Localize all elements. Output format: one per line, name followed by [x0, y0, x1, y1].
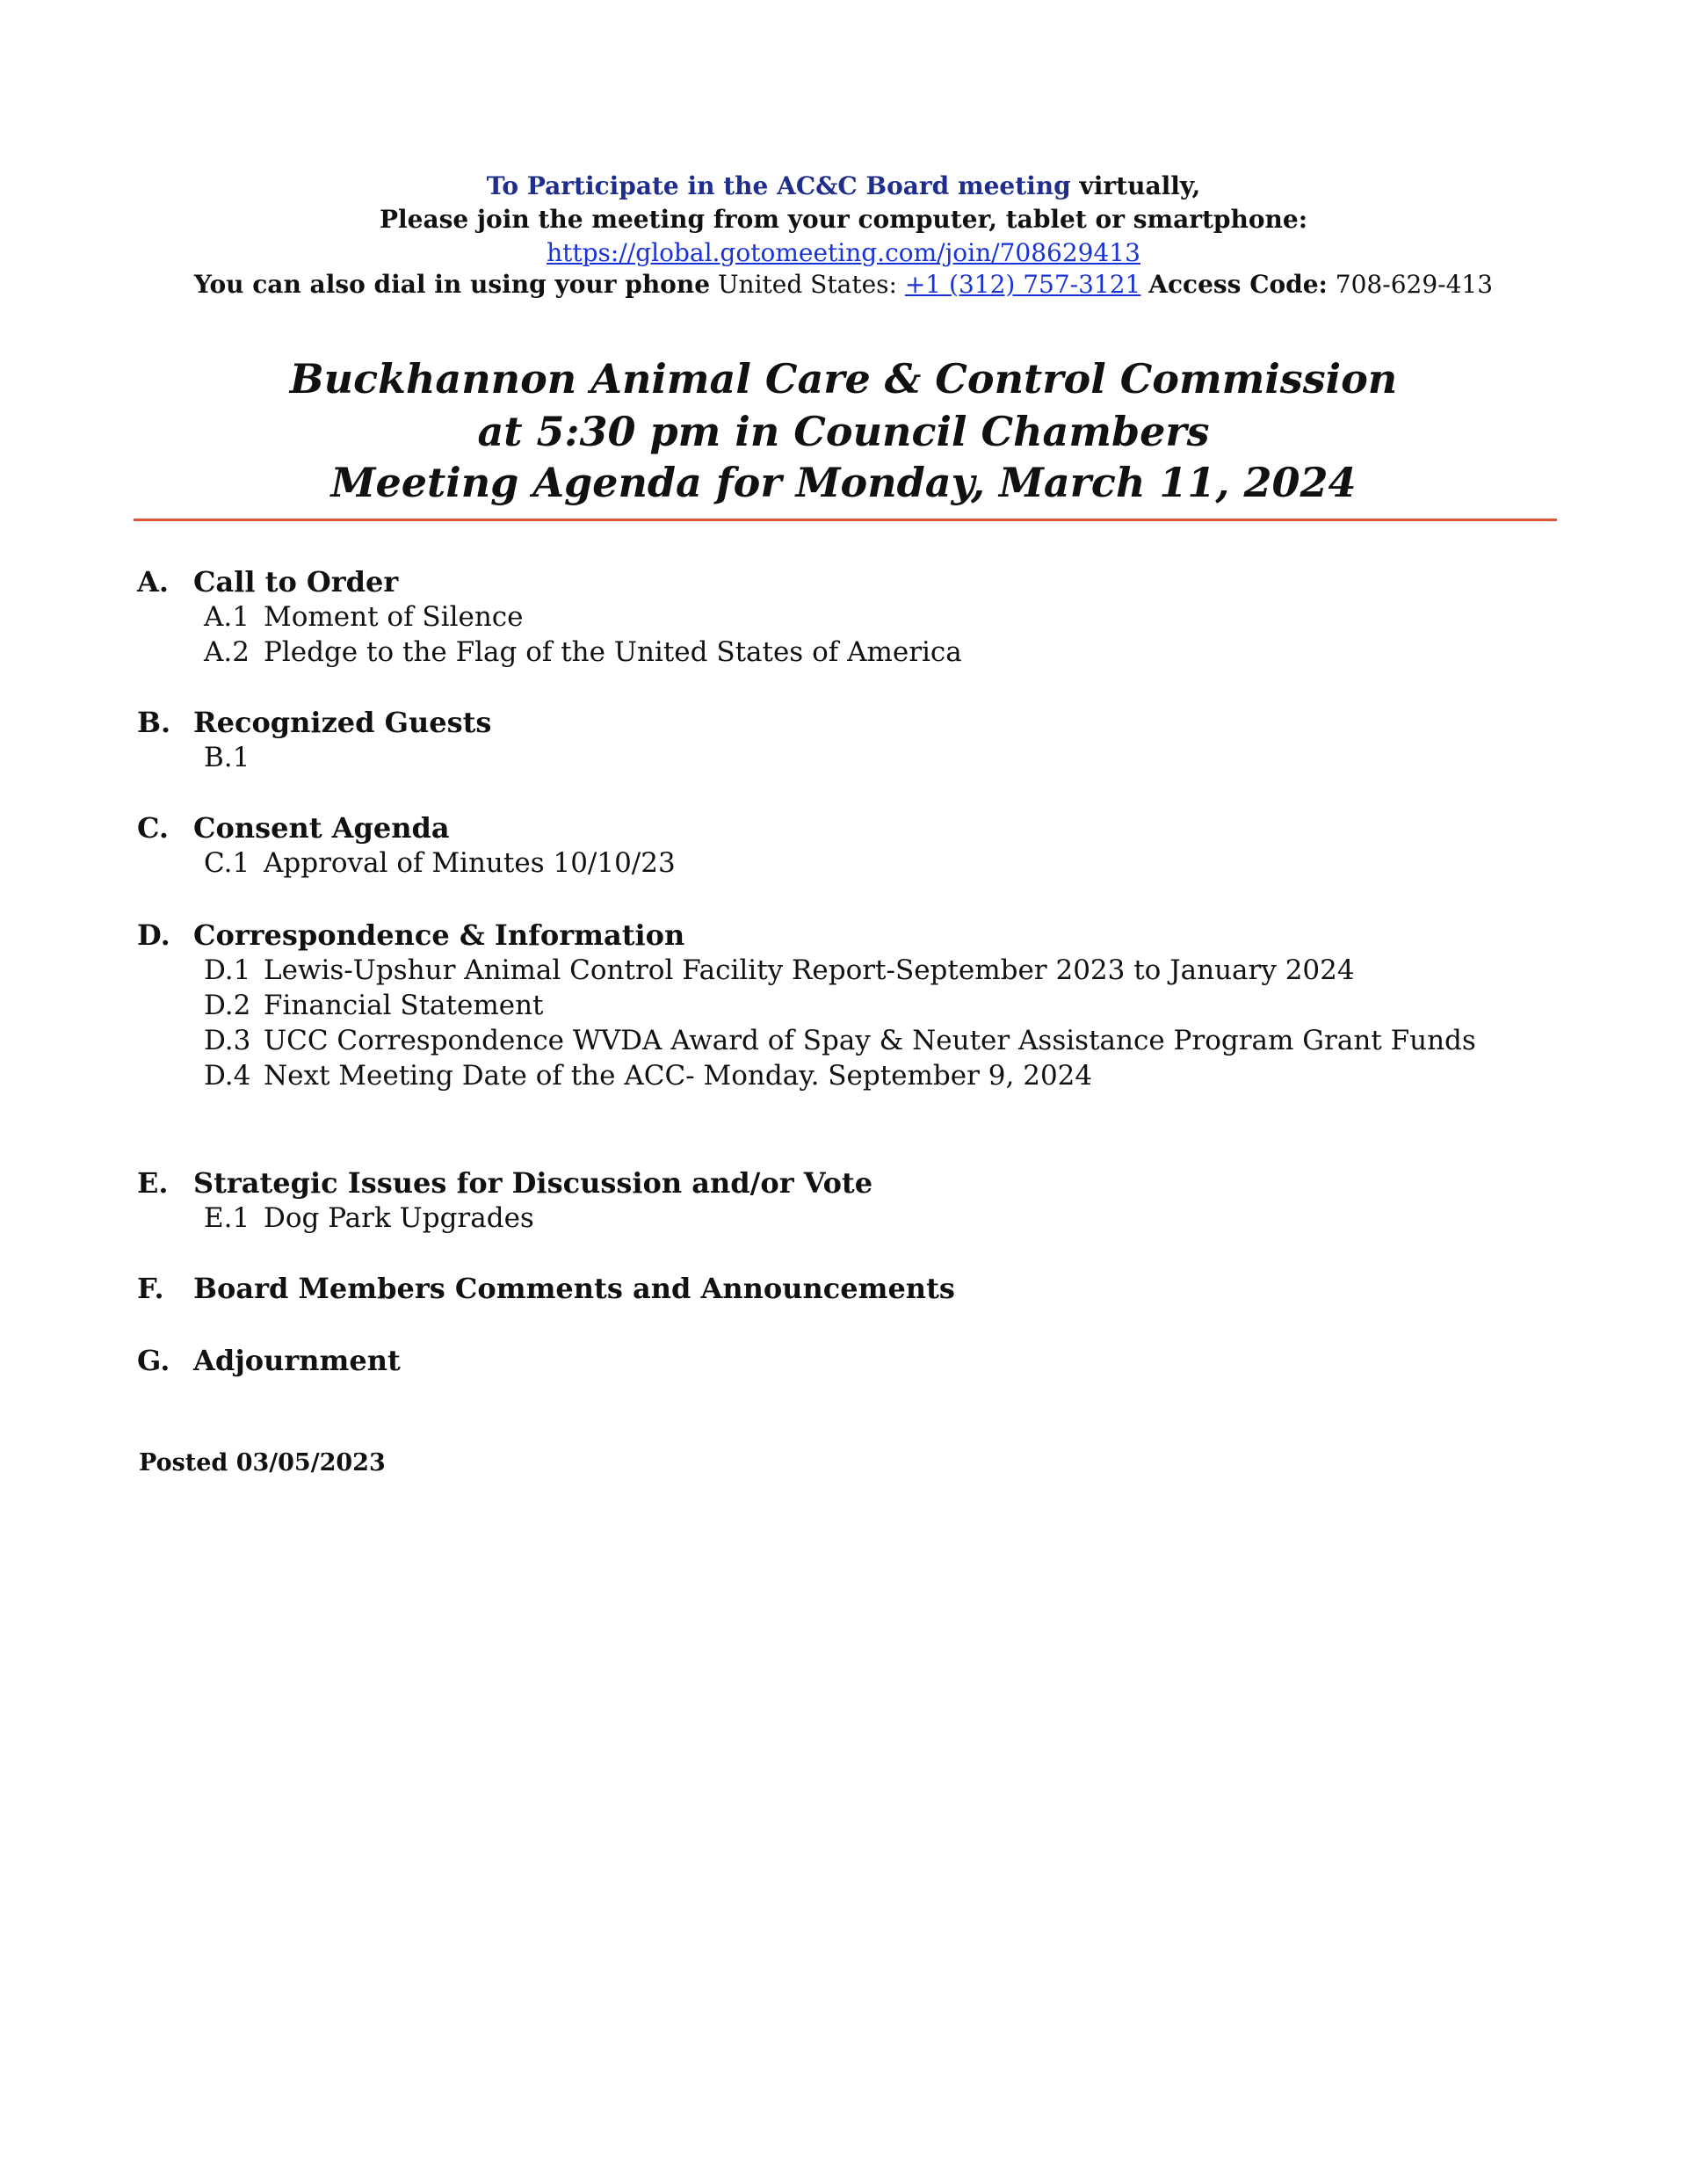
- section-c-heading: [137, 810, 450, 845]
- item-text: Next Meeting Date of the ACC- Monday. September 9, 2024: [264, 1060, 1093, 1092]
- agenda-item-b1: [204, 740, 264, 775]
- item-text: Dog Park Upgrades: [264, 1202, 534, 1234]
- dial-label: You can also dial in using your phone: [193, 270, 711, 299]
- item-number: D.3: [204, 1025, 251, 1056]
- title-line-2: at 5:30 pm in Council Chambers: [477, 408, 1210, 455]
- section-d-letter: D.: [137, 918, 170, 952]
- section-a-heading: [137, 564, 398, 599]
- section-c-letter: C.: [137, 811, 170, 845]
- item-number: D.4: [204, 1060, 251, 1092]
- item-text: Moment of Silence: [264, 601, 524, 633]
- agenda-item-d2: [204, 988, 544, 1023]
- section-e-title: Strategic Issues for Discussion and/or Vote: [193, 1166, 873, 1200]
- item-number: D.1: [204, 954, 251, 986]
- access-code-label: Access Code:: [1148, 270, 1328, 299]
- meeting-link[interactable]: https://global.gotomeeting.com/join/708629413: [547, 238, 1140, 267]
- item-number: D.2: [204, 990, 251, 1021]
- section-b-letter: B.: [137, 706, 171, 739]
- section-a-letter: A.: [137, 565, 169, 599]
- item-text: Approval of Minutes 10/10/23: [264, 847, 676, 879]
- join-instructions: Please join the meeting from your computer, tablet or smartphone:: [379, 205, 1308, 234]
- agenda-item-e1: [204, 1201, 534, 1236]
- dial-in-line: [0, 269, 1687, 301]
- item-text: Financial Statement: [264, 990, 544, 1021]
- title-divider: [134, 519, 1557, 521]
- section-e-letter: E.: [137, 1166, 169, 1200]
- section-c-title: Consent Agenda: [193, 811, 450, 845]
- dial-country: United States:: [717, 270, 897, 299]
- section-b-title: Recognized Guests: [193, 706, 492, 739]
- item-number: A.1: [204, 601, 250, 633]
- item-text: UCC Correspondence WVDA Award of Spay & Neuter Assistance Program Grant Funds: [264, 1025, 1476, 1056]
- participate-line: [0, 171, 1687, 202]
- item-number: C.1: [204, 847, 250, 879]
- section-d-heading: [137, 918, 684, 953]
- section-g-heading: [137, 1343, 401, 1378]
- agenda-item-d1: [204, 953, 1355, 988]
- agenda-item-c1: [204, 845, 676, 881]
- agenda-item-a2: [204, 635, 962, 670]
- section-f-letter: F.: [137, 1272, 164, 1305]
- item-text: Pledge to the Flag of the United States of America: [264, 636, 962, 668]
- title-line-1: Buckhannon Animal Care & Control Commission: [289, 355, 1398, 403]
- participate-rest: virtually,: [1079, 171, 1201, 200]
- section-f-title: Board Members Comments and Announcements: [193, 1272, 955, 1305]
- section-b-heading: [137, 705, 491, 740]
- item-number: B.1: [204, 742, 250, 773]
- section-f-heading: [137, 1271, 955, 1306]
- section-a-title: Call to Order: [193, 565, 399, 599]
- access-code: 708-629-413: [1335, 270, 1494, 299]
- agenda-item-d4: [204, 1058, 1092, 1093]
- section-g-title: Adjournment: [193, 1344, 401, 1377]
- agenda-item-d3: [204, 1023, 1476, 1058]
- section-e-heading: [137, 1165, 872, 1201]
- agenda-item-a1: [204, 599, 524, 635]
- section-g-letter: G.: [137, 1344, 170, 1377]
- title-line-3: Meeting Agenda for Monday, March 11, 2024: [330, 459, 1357, 506]
- join-url-line: [0, 237, 1687, 269]
- section-d-title: Correspondence & Information: [193, 918, 685, 952]
- item-text: Lewis-Upshur Animal Control Facility Report-September 2023 to January 2024: [264, 954, 1355, 986]
- participate-accent: To Participate in the AC&C Board meeting: [486, 171, 1071, 200]
- dial-number-link[interactable]: +1 (312) 757-3121: [904, 270, 1141, 299]
- item-number: E.1: [204, 1202, 250, 1234]
- posted-date: Posted 03/05/2023: [139, 1449, 386, 1477]
- item-number: A.2: [204, 636, 250, 668]
